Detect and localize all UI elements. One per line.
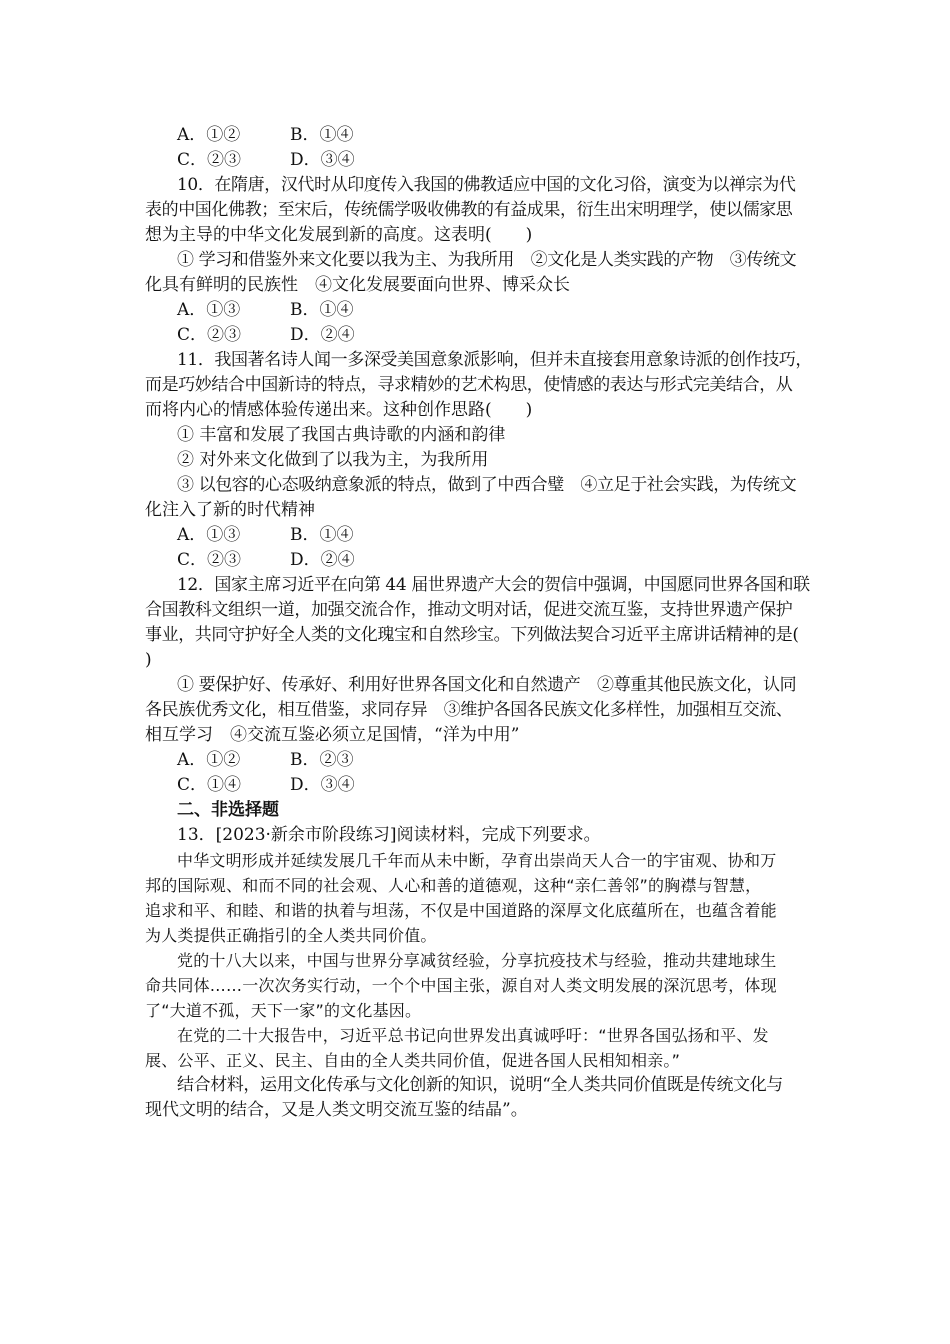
choice-text-line: ① 要保护好、传承好、利用好世界各国文化和自然遗产 ②尊重其他民族文化，认同 xyxy=(177,675,797,695)
q11-options-row-2 xyxy=(145,548,813,573)
page-content xyxy=(145,123,813,1123)
question-13 xyxy=(145,823,813,1123)
material-line: 命共同体……一次次务实行动，一个个中国主张，源自对人类文明发展的深沉思考，体现 xyxy=(145,976,777,995)
q10-option-a[interactable]: A．①③ xyxy=(177,300,241,320)
material-paragraph-1 xyxy=(145,848,813,948)
q12-option-d[interactable]: D．③④ xyxy=(290,775,355,795)
q12-option-c[interactable]: C．①④ xyxy=(177,775,242,795)
question-text-line: 11．我国著名诗人闻一多深受美国意象派影响，但并未直接套用意象诗派的创作技巧， xyxy=(177,350,813,370)
task-line: 现代文明的结合，又是人类文明交流互鉴的结晶”。 xyxy=(145,1100,528,1120)
section-heading: 二、非选择题 xyxy=(177,800,279,820)
question-text-line: 10．在隋唐，汉代时从印度传入我国的佛教适应中国的文化习俗，演变为以禅宗为代 xyxy=(177,175,796,195)
choice-text-line: 化具有鲜明的民族性 ④文化发展要面向世界、博采众长 xyxy=(145,275,570,295)
q9-options-row-1 xyxy=(145,123,813,148)
material-line: 展、公平、正义、民主、自由的全人类共同价值，促进各国人民相知相亲。” xyxy=(145,1051,681,1070)
q10-options-row-1 xyxy=(145,298,813,323)
q12-option-b[interactable]: B．②③ xyxy=(290,750,354,770)
choice-text-line: ② 对外来文化做到了以我为主，为我所用 xyxy=(177,450,489,470)
q10-options-row-2 xyxy=(145,323,813,348)
material-line: 邦的国际观、和而不同的社会观、人心和善的道德观，这种“亲仁善邻”的胸襟与智慧， xyxy=(145,876,762,895)
q10-option-c[interactable]: C．②③ xyxy=(177,325,242,345)
question-text-line: 而是巧妙结合中国新诗的特点，寻求精妙的艺术构思，使情感的表达与形式完美结合，从 xyxy=(145,375,793,395)
q9-options-row-2 xyxy=(145,148,813,173)
question-text-line: 表的中国化佛教；至宋后，传统儒学吸收佛教的有益成果，衍生出宋明理学，使以儒家思 xyxy=(145,200,793,220)
choice-text-line: 相互学习 ④交流互鉴必须立足国情，“洋为中用” xyxy=(145,725,520,745)
question-text-line: 而将内心的情感体验传递出来。这种创作思路( ) xyxy=(145,400,533,420)
material-paragraph-2 xyxy=(145,948,813,1023)
q9-option-d[interactable]: D．③④ xyxy=(290,150,355,170)
q10-option-b[interactable]: B．①④ xyxy=(290,300,354,320)
material-line: 党的十八大以来，中国与世界分享减贫经验，分享抗疫技术与经验，推动共建地球生 xyxy=(177,951,777,970)
q12-options-row-1 xyxy=(145,748,813,773)
choice-text-line: ① 学习和借鉴外来文化要以我为主、为我所用 ②文化是人类实践的产物 ③传统文 xyxy=(177,250,797,270)
material-paragraph-3 xyxy=(145,1023,813,1073)
question-text-line: 12．国家主席习近平在向第 44 届世界遗产大会的贺信中强调，中国愿同世界各国和联 xyxy=(177,575,810,595)
material-line: 追求和平、和睦、和谐的执着与坦荡，不仅是中国道路的深厚文化底蕴所在，也蕴含着能 xyxy=(145,901,777,920)
q12-options-row-2 xyxy=(145,773,813,798)
q11-option-c[interactable]: C．②③ xyxy=(177,550,242,570)
q11-options-row-1 xyxy=(145,523,813,548)
question-text-line: 合国教科文组织一道，加强交流合作，推动文明对话，促进交流互鉴，支持世界遗产保护 xyxy=(145,600,793,620)
choice-text-line: ① 丰富和发展了我国古典诗歌的内涵和韵律 xyxy=(177,425,506,445)
q12-option-a[interactable]: A．①② xyxy=(177,750,241,770)
question-10 xyxy=(145,173,813,348)
q9-option-c[interactable]: C．②③ xyxy=(177,150,242,170)
material-line: 在党的二十大报告中，习近平总书记向世界发出真诚呼吁：“世界各国弘扬和平、发 xyxy=(177,1026,769,1045)
question-text-line: 事业，共同守护好全人类的文化瑰宝和自然珍宝。下列做法契合习近平主席讲话精神的是( xyxy=(145,625,799,645)
question-text-line: ) xyxy=(145,650,152,670)
q11-option-d[interactable]: D．②④ xyxy=(290,550,355,570)
question-intro: 13．[2023·新余市阶段练习]阅读材料，完成下列要求。 xyxy=(177,825,601,845)
choice-text-line: 各民族优秀文化，相互借鉴，求同存异 ③维护各国各民族文化多样性，加强相互交流、 xyxy=(145,700,793,720)
choice-text-line: ③ 以包容的心态吸纳意象派的特点，做到了中西合璧 ④立足于社会实践，为传统文 xyxy=(177,475,797,495)
q10-option-d[interactable]: D．②④ xyxy=(290,325,355,345)
q9-option-b[interactable]: B．①④ xyxy=(290,125,354,145)
material-line: 为人类提供正确指引的全人类共同价值。 xyxy=(145,926,437,945)
q11-option-a[interactable]: A．①③ xyxy=(177,525,241,545)
question-11 xyxy=(145,348,813,573)
question-12 xyxy=(145,573,813,798)
q11-option-b[interactable]: B．①④ xyxy=(290,525,354,545)
q9-option-a[interactable]: A．①② xyxy=(177,125,241,145)
choice-text-line: 化注入了新的时代精神 xyxy=(145,500,315,520)
question-text-line: 想为主导的中华文化发展到新的高度。这表明( ) xyxy=(145,225,533,245)
material-line: 了“大道不孤，天下一家”的文化基因。 xyxy=(145,1001,422,1020)
task-line: 结合材料，运用文化传承与文化创新的知识，说明“全人类共同价值既是传统文化与 xyxy=(177,1075,783,1095)
material-line: 中华文明形成并延续发展几千年而从未中断，孕育出崇尚天人合一的宇宙观、协和万 xyxy=(177,851,777,870)
